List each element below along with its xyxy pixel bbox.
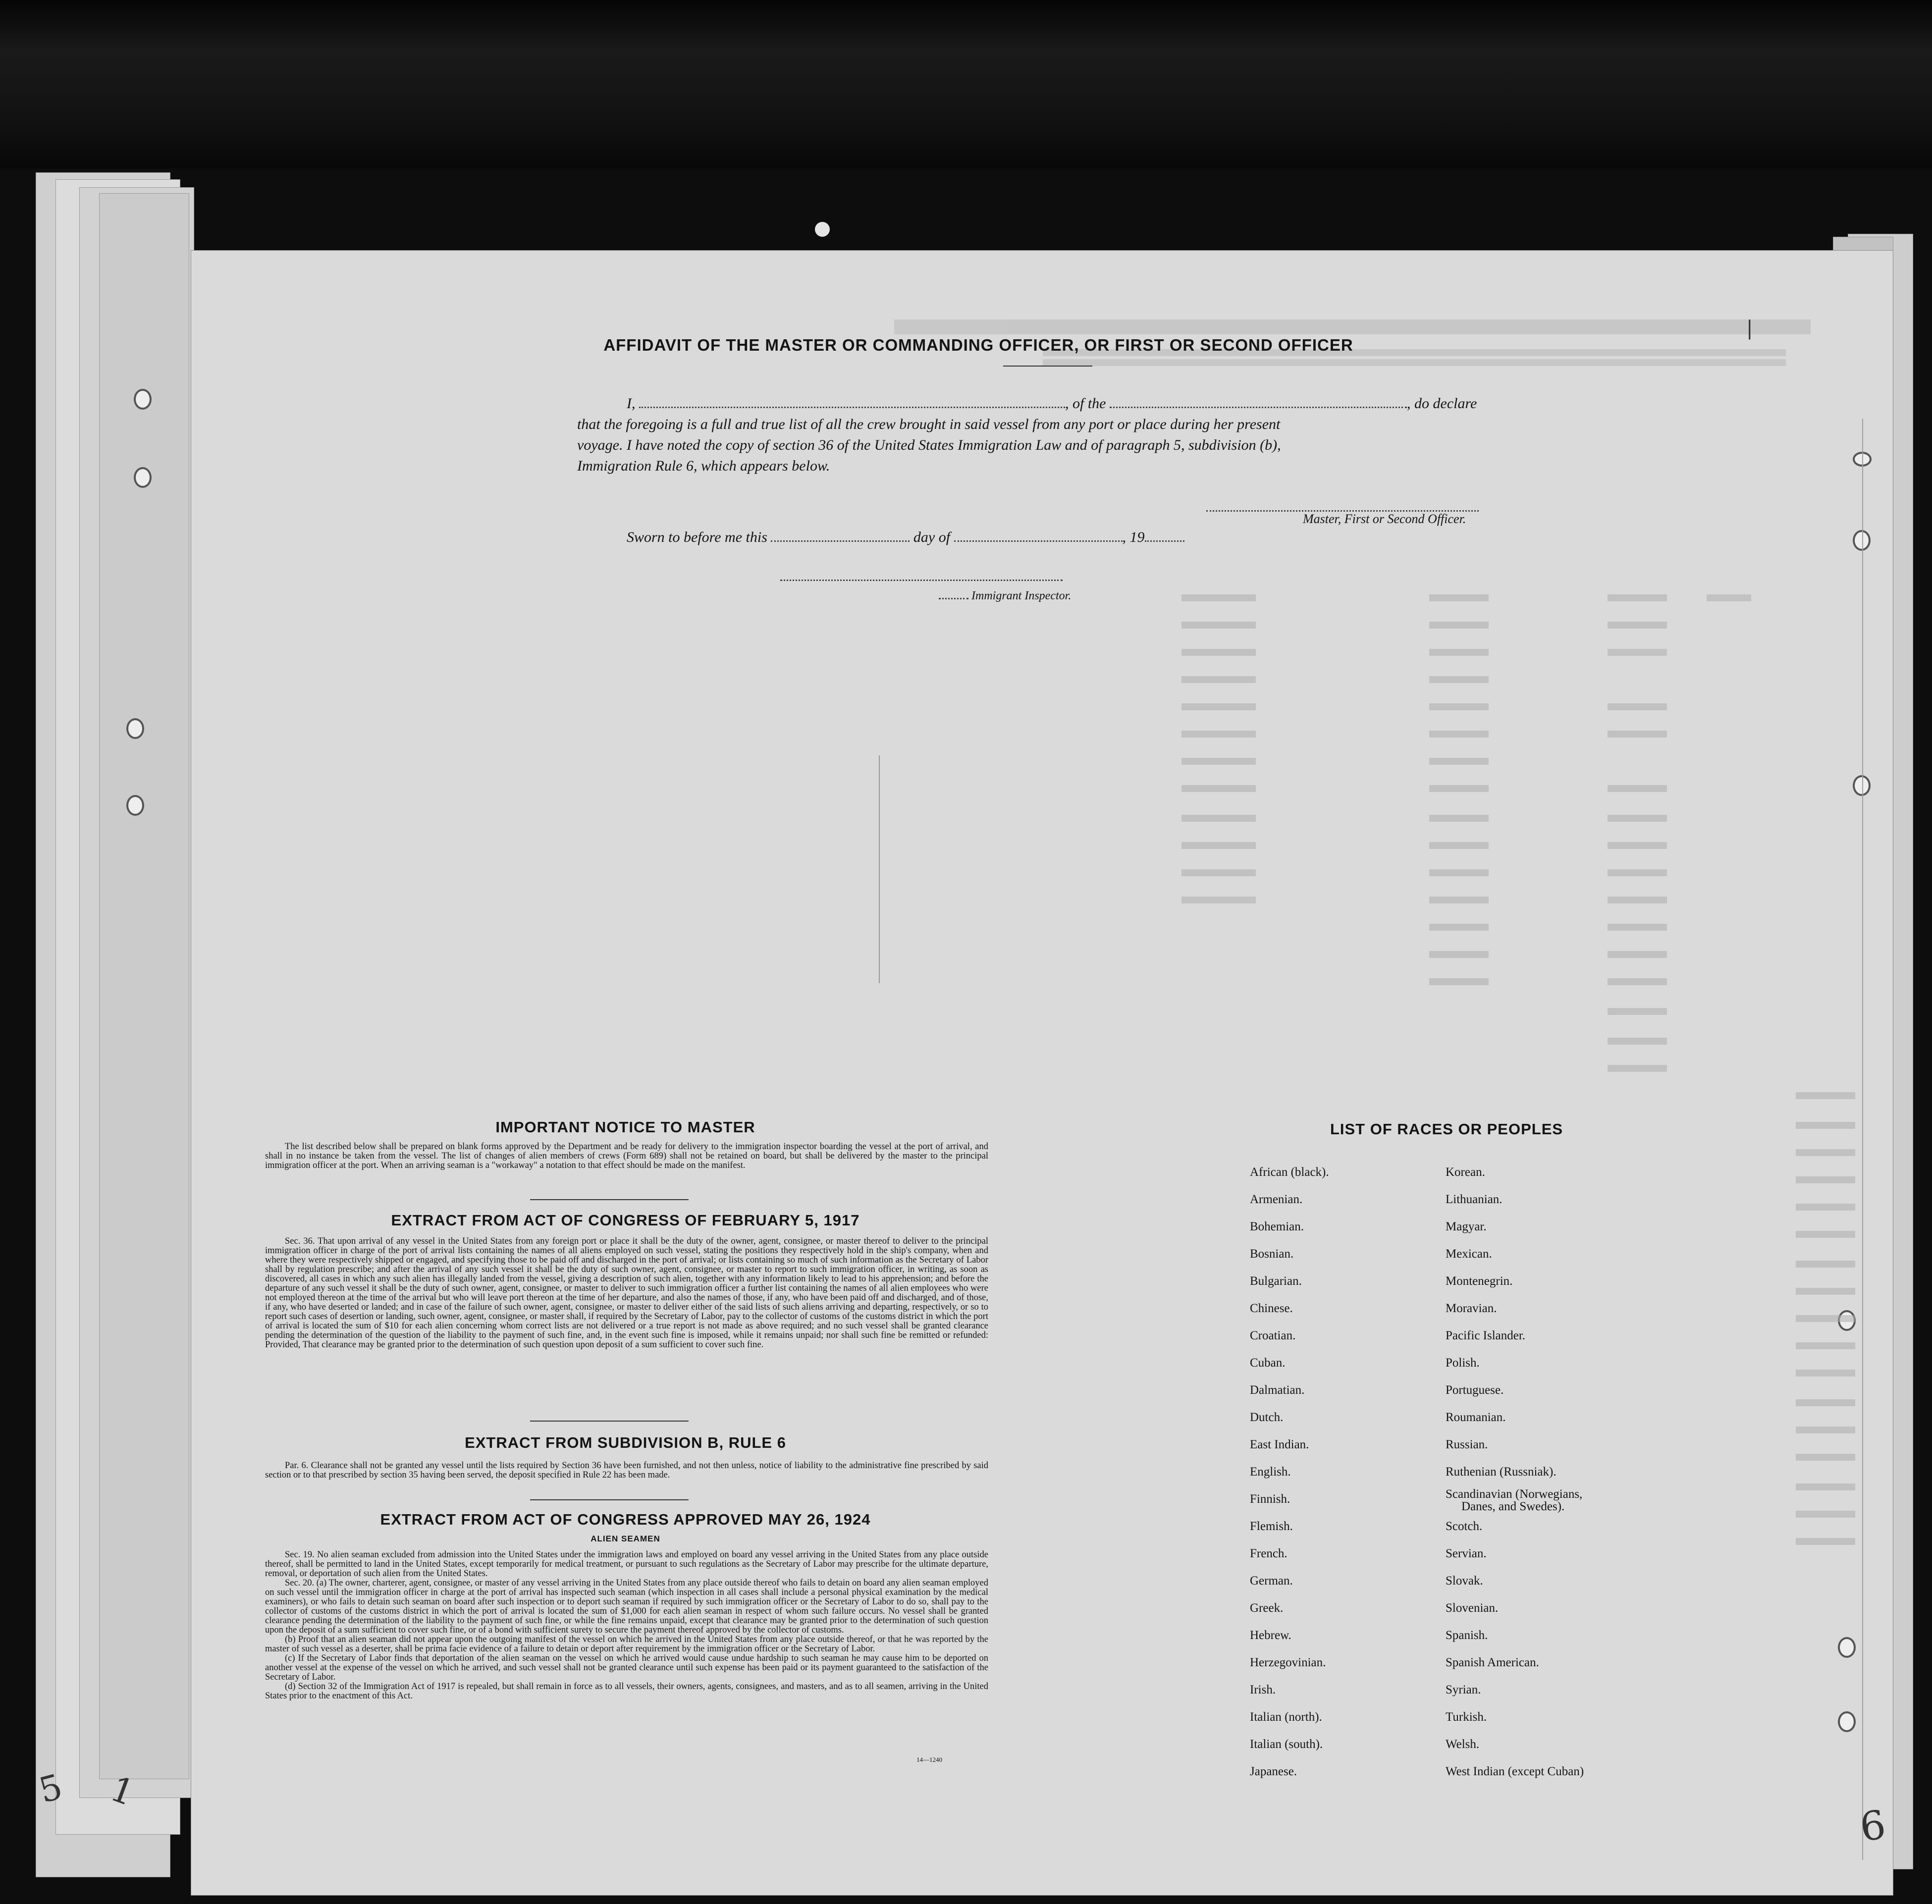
handwritten-margin-mark: 5 bbox=[35, 1766, 67, 1811]
title-rule bbox=[1003, 366, 1092, 367]
sec-20b-text: (b) Proof that an alien seaman did not appear upon the outgoing manifest of the vessel on which he arrived in the United States from any place outside thereof, or that he was reported by the master of such vessel as a deserter, shall be prima facie evidence of a failure to detain or deport after requirement by the immigration officer or the Secretary of Labor. bbox=[265, 1635, 988, 1654]
punch-hole bbox=[126, 795, 144, 816]
inspector-signature-line[interactable] bbox=[780, 575, 1063, 581]
punch-hole bbox=[134, 389, 152, 410]
race-item: Dalmatian. bbox=[1250, 1383, 1305, 1397]
race-item: Dutch. bbox=[1250, 1411, 1284, 1424]
affidavit-of-the: , of the bbox=[1065, 395, 1106, 412]
film-mark bbox=[815, 222, 830, 237]
inspector-label: Immigrant Inspector. bbox=[971, 589, 1072, 602]
race-item: Montenegrin. bbox=[1446, 1274, 1513, 1288]
inspector-dots bbox=[939, 591, 968, 599]
affidavit-line-3: Immigration Rule 6, which appears below. bbox=[577, 458, 830, 474]
race-item: Chinese. bbox=[1250, 1302, 1293, 1315]
affidavit-title: AFFIDAVIT OF THE MASTER OR COMMANDING OFFICER, OR FIRST OR SECOND OFFICER bbox=[603, 336, 1353, 354]
handwritten-margin-mark: 1 bbox=[105, 1768, 140, 1814]
day-of-label: day of bbox=[913, 529, 951, 545]
race-item: East Indian. bbox=[1250, 1438, 1309, 1451]
sworn-day-blank[interactable] bbox=[771, 530, 910, 542]
race-item: Greek. bbox=[1250, 1601, 1284, 1615]
race-item: Slovenian. bbox=[1446, 1601, 1499, 1615]
race-item: Danes, and Swedes). bbox=[1461, 1500, 1565, 1513]
race-item: Lithuanian. bbox=[1446, 1193, 1503, 1206]
film-strip-top bbox=[0, 0, 1932, 168]
pen-tick: | bbox=[1746, 317, 1753, 340]
affidavit-line-1: that the foregoing is a full and true list of all the crew brought in said vessel from any port or place during her present bbox=[577, 416, 1281, 432]
race-item: Bohemian. bbox=[1250, 1220, 1304, 1233]
notice-text: The list described below shall be prepared on blank forms approved by the Department and be ready for delivery to the immigration inspector boarding the vessel at the port of arrival, and shall in no instance be taken from the vessel. The list of changes of alien members of crews (Form 689) shall not be retained on board, but shall be delivered by the master to the principal immigration officer at the port. When an arriving seaman is a "workaway" a notation to that effect should be made on the manifest. bbox=[265, 1142, 988, 1170]
races-title: LIST OF RACES OR PEOPLES bbox=[1330, 1120, 1563, 1138]
affidavit-line-2: voyage. I have noted the copy of section 36 of the United States Immigration Law and of paragraph 5, subdivision (b), bbox=[577, 437, 1281, 453]
year-label: , 19 bbox=[1122, 529, 1145, 545]
sworn-line bbox=[627, 529, 1184, 546]
punch-hole bbox=[134, 467, 152, 488]
race-item: Korean. bbox=[1446, 1165, 1485, 1179]
sworn-month-blank[interactable] bbox=[954, 530, 1123, 542]
race-item: German. bbox=[1250, 1574, 1293, 1587]
race-item: Turkish. bbox=[1446, 1710, 1487, 1724]
race-item: Scotch. bbox=[1446, 1520, 1483, 1533]
alien-seamen-subtitle: ALIEN SEAMEN bbox=[590, 1534, 660, 1543]
race-item: Welsh. bbox=[1446, 1738, 1480, 1751]
race-item: Slovak. bbox=[1446, 1574, 1483, 1587]
notice-title: IMPORTANT NOTICE TO MASTER bbox=[495, 1118, 755, 1136]
extract-1924-body bbox=[265, 1550, 988, 1701]
race-item: Finnish. bbox=[1250, 1492, 1290, 1506]
race-item: Italian (north). bbox=[1250, 1710, 1322, 1724]
race-item: Herzegovinian. bbox=[1250, 1656, 1326, 1669]
race-item: Cuban. bbox=[1250, 1356, 1286, 1370]
extract-1924-title: EXTRACT FROM ACT OF CONGRESS APPROVED MAY 26, 1924 bbox=[380, 1511, 871, 1528]
race-item: Ruthenian (Russniak). bbox=[1446, 1465, 1556, 1479]
race-item: Pacific Islander. bbox=[1446, 1329, 1526, 1342]
race-item: Italian (south). bbox=[1250, 1738, 1323, 1751]
race-item: Moravian. bbox=[1446, 1302, 1497, 1315]
section-rule bbox=[530, 1421, 689, 1422]
sworn-label: Sworn to before me this bbox=[627, 529, 767, 545]
race-item: Armenian. bbox=[1250, 1193, 1303, 1206]
race-item: Bulgarian. bbox=[1250, 1274, 1302, 1288]
extract-1917-text: Sec. 36. That upon arrival of any vessel in the United States from any foreign port or place it shall be the duty of the owner, agent, consignee, or master thereof to deliver to the principal immigration officer in charge of the port of arrival lists containing the names of all aliens employed on such vessel, stating the positions they respectively hold in the ship's company, when and where they were respectively shipped or engaged, and specifying those to be paid off and discharged in the port of arrival; or lists containing so much of such information as the Secretary of Labor shall by regulation prescribe; and after the arrival of any such vessel it shall be the duty of such owner, agent, consignee, or master to report to such immigration officer, in writing, as soon as discovered, all cases in which any such alien has illegally landed from the vessel, giving a description of such alien, together with any information likely to lead to his apprehension; and before the departure of any such vessel it shall be the duty of such owner, agent, consignee, or master to deliver to such immigration officer a further list containing the names of all alien employees who were not employed thereon at the time of the arrival but who will leave port thereon at the time of her departure, and also the names of those, if any, who have been paid off and discharged, and of those, if any, who have deserted or landed; and in case of the failure of such owner, agent, consignee, or master to deliver either of the said lists of such aliens arriving and departing, respectively, or so to report such cases of desertion or landing, such owner, agent, consignee, or master shall, if required by the Secretary of Labor, pay to the collector of customs of the customs district in which the port of arrival is located the sum of $10 for each alien concerning whom correct lists are not delivered or a true report is not made as above required; and no such vessel shall be granted clearance pending the determination of the question of the liability to the payment of such fine, and, in the event such fine is imposed, while it remains unpaid; nor shall such fine be remitted or refunded: Provided, That clearance may be granted prior to the determination of such question upon deposit of a sum sufficient to cover such fine. bbox=[265, 1236, 988, 1350]
race-item: Magyar. bbox=[1446, 1220, 1487, 1233]
section-rule bbox=[530, 1199, 689, 1200]
race-item: Japanese. bbox=[1250, 1765, 1297, 1778]
race-item: Russian. bbox=[1446, 1438, 1488, 1451]
sec-20a-text: Sec. 20. (a) The owner, charterer, agent, consignee, or master of any vessel arriving in the United States from any place outside thereof who fails to detain on board any alien seaman employed on such vessel until the immigration officer in charge at the port of arrival has inspected such seaman (which inspection in all cases shall include a personal physical examination by the medical examiners), or who fails to detain such seaman on board after such inspection or to deport such seaman if required by such immigration officer or the Secretary of Labor to do so, shall pay to the collector of customs of the customs district in which the port of arrival is located the sum of $1,000 for each alien seaman in respect of whom such failure occurs. No vessel shall be granted clearance pending the determination of the liability to the payment of such fine, or while the fine remains unpaid, except that clearance may be granted prior to the determination of such question upon the deposit of a sum sufficient to cover such fine, or of a bond with sufficient surety to secure the payment thereof approved by the collector of customs. bbox=[265, 1578, 988, 1635]
back-page bbox=[99, 193, 189, 1779]
race-item: French. bbox=[1250, 1547, 1288, 1560]
extract-rule6-title: EXTRACT FROM SUBDIVISION B, RULE 6 bbox=[465, 1434, 786, 1451]
extract-1917-title: EXTRACT FROM ACT OF CONGRESS OF FEBRUARY 5, 1917 bbox=[391, 1212, 860, 1229]
section-rule bbox=[530, 1499, 689, 1500]
race-item: African (black). bbox=[1250, 1165, 1329, 1179]
race-item: Mexican. bbox=[1446, 1247, 1492, 1261]
race-item: West Indian (except Cuban) bbox=[1446, 1765, 1584, 1778]
race-item: Spanish American. bbox=[1446, 1656, 1539, 1669]
handwritten-page-number: 6 bbox=[1857, 1801, 1889, 1851]
vessel-blank[interactable] bbox=[1110, 397, 1407, 408]
sec-19-text: Sec. 19. No alien seaman excluded from admission into the United States under the immigration laws and employed on board any vessel arriving in the United States from any place outside thereof, shall be permitted to land in the United States, except temporarily for medical treatment, or pursuant to such regulations as the Secretary of Labor may prescribe for the ultimate departure, removal, or deportation of such alien from the United States. bbox=[265, 1550, 988, 1579]
race-item: Flemish. bbox=[1250, 1520, 1293, 1533]
race-item: Syrian. bbox=[1446, 1683, 1481, 1696]
sec-20d-text: (d) Section 32 of the Immigration Act of 1917 is repealed, but shall remain in force as to all vessels, their owners, agents, consignees, and masters, and as to all seamen, arriving in the United States prior to the enactment of this Act. bbox=[265, 1682, 988, 1701]
extract-rule6-text: Par. 6. Clearance shall not be granted any vessel until the lists required by Section 36 have been furnished, and not then unless, notice of liability to the administrative fine prescribed by said section or to that prescribed by section 35 having been served, the deposit specified in Rule 22 has been made. bbox=[265, 1461, 988, 1480]
race-item: Hebrew. bbox=[1250, 1629, 1291, 1642]
punch-hole bbox=[126, 718, 144, 739]
race-item: Croatian. bbox=[1250, 1329, 1296, 1342]
race-item: English. bbox=[1250, 1465, 1291, 1479]
race-item: Polish. bbox=[1446, 1356, 1480, 1370]
sec-20c-text: (c) If the Secretary of Labor finds that deportation of the alien seaman on the vessel on which he arrived would cause undue hardship to such seaman he may cause him to be deported on another vessel at the expense of the vessel on which he arrived, and such vessel shall not be granted clearance until such expense has been paid or its payment guaranteed to the satisfaction of the Secretary of Labor. bbox=[265, 1653, 988, 1682]
affidavit-do-declare: , do declare bbox=[1407, 395, 1477, 412]
race-item: Spanish. bbox=[1446, 1629, 1488, 1642]
race-item: Portuguese. bbox=[1446, 1383, 1504, 1397]
affidavit-i: I, bbox=[627, 395, 636, 412]
affidavit-declare-line bbox=[627, 395, 1477, 412]
form-number: 14—1240 bbox=[916, 1756, 942, 1763]
race-item: Irish. bbox=[1250, 1683, 1276, 1696]
race-item: Servian. bbox=[1446, 1547, 1487, 1560]
year-blank[interactable] bbox=[1145, 530, 1184, 542]
race-item: Roumanian. bbox=[1446, 1411, 1506, 1424]
master-signature-line[interactable] bbox=[1206, 505, 1479, 512]
race-item: Scandinavian (Norwegians, bbox=[1446, 1487, 1583, 1501]
inspector-line bbox=[939, 589, 1071, 603]
name-blank[interactable] bbox=[639, 397, 1065, 408]
race-item: Bosnian. bbox=[1250, 1247, 1294, 1261]
master-label: Master, First or Second Officer. bbox=[1303, 512, 1466, 526]
